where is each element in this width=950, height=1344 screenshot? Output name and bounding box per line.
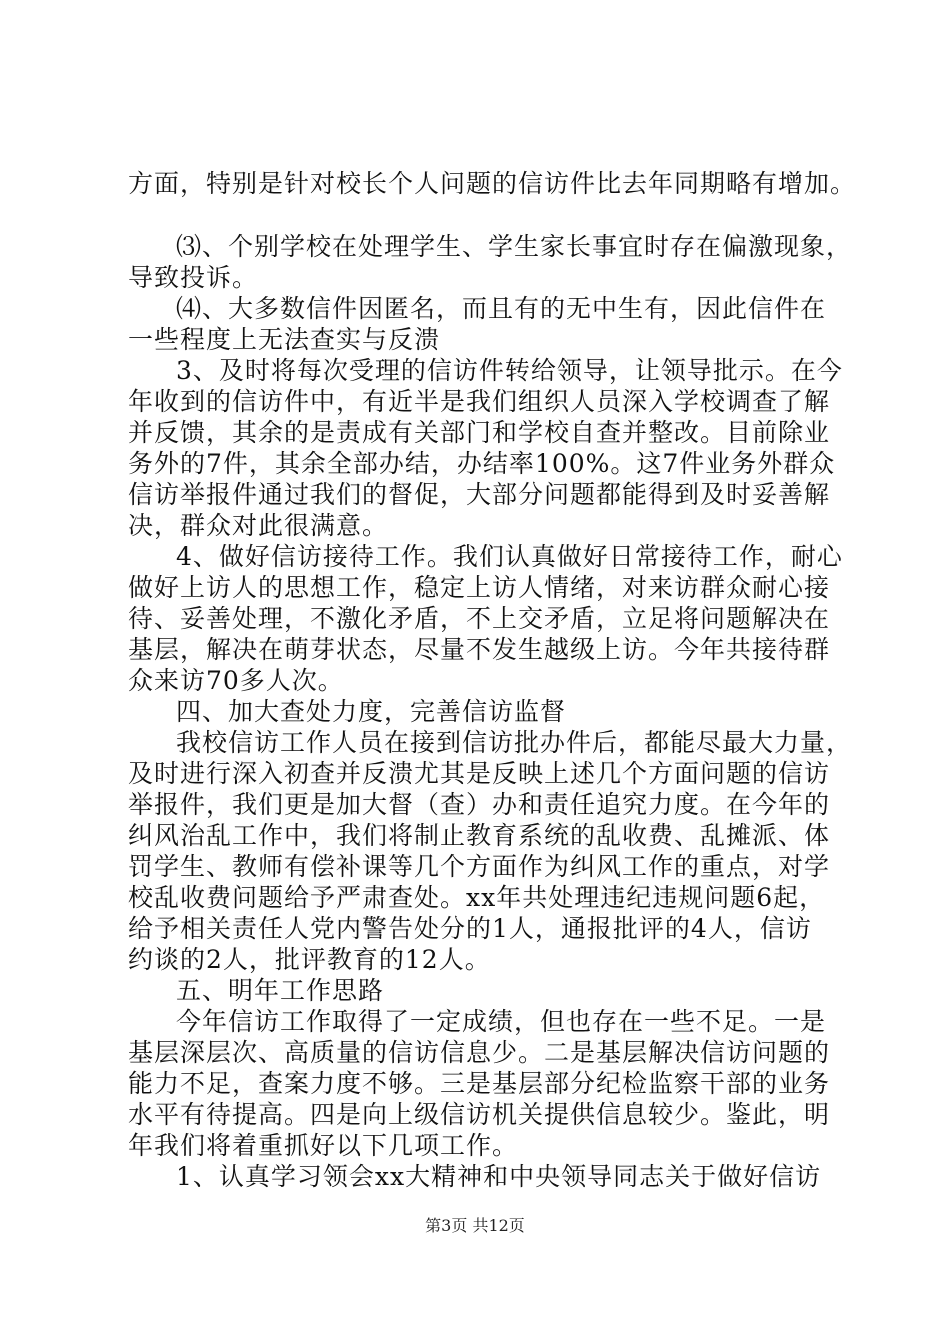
text-line: 年我们将着重抓好以下几项工作。 bbox=[128, 1131, 519, 1160]
section-heading: 五、明年工作思路 bbox=[176, 976, 385, 1005]
text-line: 信访举报件通过我们的督促，大部分问题都能得到及时妥善解 bbox=[128, 480, 831, 509]
text-line: 及时进行深入初查并反溃尤其是反映上述几个方面问题的信访 bbox=[128, 759, 831, 788]
text-line: ⑷、大多数信件因匿名，而且有的无中生有，因此信件在 bbox=[176, 294, 827, 323]
text-line: 做好上访人的思想工作，稳定上访人情绪，对来访群众耐心接 bbox=[128, 573, 831, 602]
text-line: 4、做好信访接待工作。我们认真做好日常接待工作，耐心 bbox=[176, 542, 843, 571]
text-line: 校乱收费问题给予严肃查处。xx年共处理违纪违规问题6起， bbox=[128, 883, 826, 912]
text-line: 决，群众对此很满意。 bbox=[128, 511, 389, 540]
page-footer: 第3页 共12页 bbox=[425, 1216, 525, 1235]
text-line: 我校信访工作人员在接到信访批办件后，都能尽最大力量， bbox=[176, 728, 853, 757]
text-line: 并反馈，其余的是责成有关部门和学校自查并整改。目前除业 bbox=[128, 418, 831, 447]
text-line: 基层深层次、高质量的信访信息少。二是基层解决信访问题的 bbox=[128, 1038, 831, 1067]
text-line: 给予相关责任人党内警告处分的1人，通报批评的4人，信访 bbox=[128, 914, 812, 943]
text-line: 罚学生、教师有偿补课等几个方面作为纠风工作的重点，对学 bbox=[128, 852, 831, 881]
text-line: 年收到的信访件中，有近半是我们组织人员深入学校调查了解 bbox=[128, 387, 831, 416]
text-line: 一些程度上无法查实与反溃 bbox=[128, 325, 441, 354]
text-line: 待、妥善处理，不激化矛盾，不上交矛盾，立足将问题解决在 bbox=[128, 604, 831, 633]
text-line: 水平有待提高。四是向上级信访机关提供信息较少。鉴此，明 bbox=[128, 1100, 831, 1129]
text-line: 众来访70多人次。 bbox=[128, 666, 344, 695]
text-line: 务外的7件，其余全部办结，办结率100%。这7件业务外群众 bbox=[128, 449, 836, 478]
text-line: 能力不足，查案力度不够。三是基层部分纪检监察干部的业务 bbox=[128, 1069, 831, 1098]
text-line: 基层，解决在萌芽状态，尽量不发生越级上访。今年共接待群 bbox=[128, 635, 831, 664]
text-line: 导致投诉。 bbox=[128, 263, 259, 292]
text-line: ⑶、个别学校在处理学生、学生家长事宜时存在偏激现象， bbox=[176, 232, 853, 261]
text-line: 1、认真学习领会xx大精神和中央领导同志关于做好信访 bbox=[176, 1162, 822, 1191]
text-line: 约谈的2人，批评教育的12人。 bbox=[128, 945, 491, 974]
text-line: 今年信访工作取得了一定成绩，但也存在一些不足。一是 bbox=[176, 1007, 827, 1036]
text-line: 纠风治乱工作中，我们将制止教育系统的乱收费、乱摊派、体 bbox=[128, 821, 831, 850]
text-line: 方面，特别是针对校长个人问题的信访件比去年同期略有增加。 bbox=[128, 169, 857, 198]
text-line: 举报件，我们更是加大督（查）办和责任追究力度。在今年的 bbox=[128, 790, 831, 819]
text-line: 3、及时将每次受理的信访件转给领导，让领导批示。在今 bbox=[176, 356, 843, 385]
section-heading: 四、加大查处力度，完善信访监督 bbox=[176, 697, 567, 726]
